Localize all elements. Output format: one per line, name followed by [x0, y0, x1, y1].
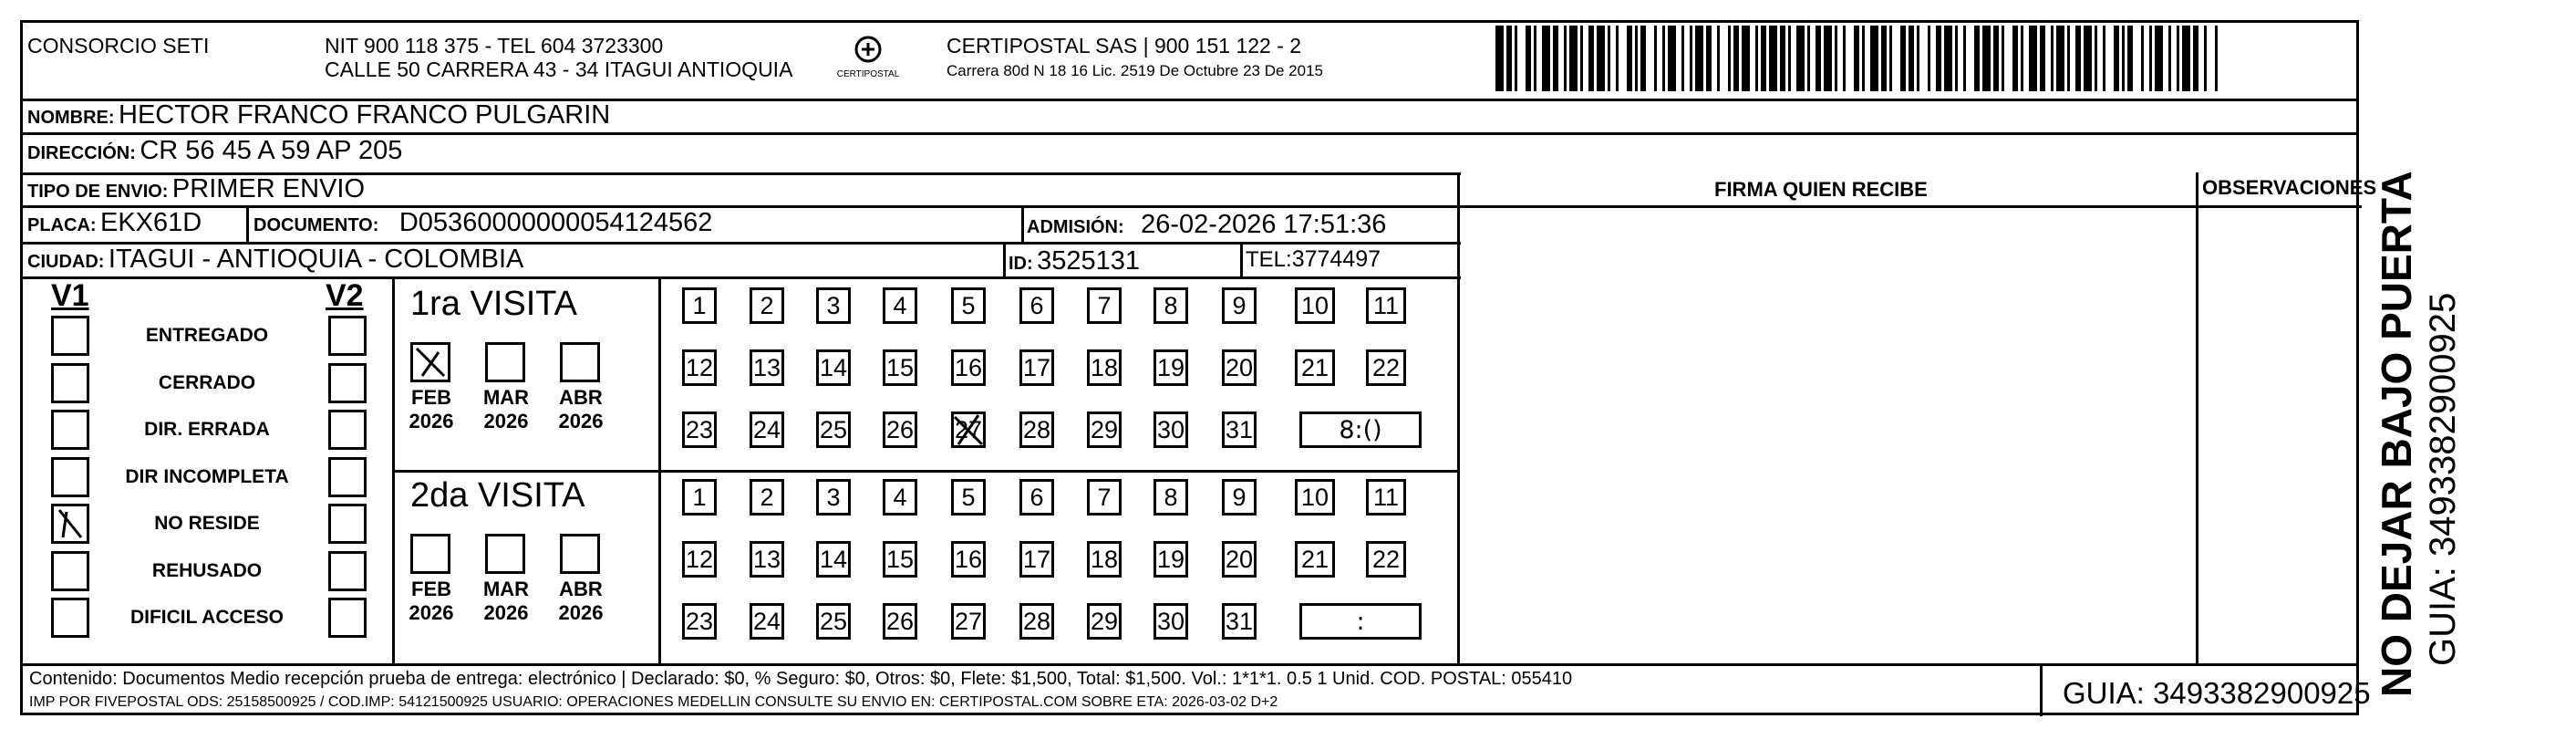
day-box[interactable]: 23	[682, 411, 717, 448]
v2-checkbox[interactable]	[328, 410, 367, 450]
day-box[interactable]: 1	[682, 287, 717, 324]
ciudad-row	[27, 245, 523, 275]
direccion-label: DIRECCIÓN:	[27, 143, 136, 163]
day-box[interactable]: 17	[1019, 541, 1054, 578]
month-label	[549, 386, 613, 433]
month-year: 2026	[483, 601, 529, 624]
v2-checkbox[interactable]	[328, 598, 367, 638]
day-box[interactable]: 5	[951, 287, 986, 324]
documento-value: D05360000000054124562	[398, 208, 713, 237]
nombre-label: NOMBRE:	[27, 108, 115, 128]
ciudad-value: ITAGUI - ANTIOQUIA - COLOMBIA	[108, 245, 524, 274]
direccion-row	[27, 136, 402, 166]
day-box[interactable]: 20	[1222, 349, 1257, 386]
month-label	[474, 386, 538, 433]
day-box[interactable]: 13	[750, 349, 784, 386]
month-year: 2026	[409, 601, 454, 624]
day-box[interactable]: 9	[1222, 479, 1257, 516]
day-box[interactable]: 22	[1366, 349, 1406, 386]
day-box[interactable]: 7	[1087, 287, 1122, 324]
day-box[interactable]: 15	[883, 349, 917, 386]
footer-imp: IMP POR FIVEPOSTAL ODS: 25158500925 / COD.IMP: 54121500925 USUARIO: OPERACIONES MEDELLIN CONSULTE SU ENVIO EN: CERTIPOSTAL.COM SOBRE ETA: 2026-03-02 D+2	[29, 694, 1278, 710]
tipo-row	[27, 174, 365, 204]
day-box[interactable]: 31	[1222, 603, 1257, 640]
id-label: ID:	[1009, 254, 1033, 274]
nombre-row	[27, 100, 610, 130]
month-name: MAR	[482, 578, 530, 600]
day-box[interactable]: 27	[951, 411, 986, 448]
observaciones-header: OBSERVACIONES	[2202, 176, 2377, 199]
license-line: Carrera 80d N 18 16 Lic. 2519 De Octubre 23 De 2015	[947, 62, 1323, 79]
v1-checkbox[interactable]	[51, 363, 89, 403]
admision-row	[1027, 210, 1386, 240]
month-name: ABR	[559, 386, 603, 409]
placa-label: PLACA:	[27, 215, 97, 235]
month-year: 2026	[409, 410, 454, 432]
v2-checkbox[interactable]	[328, 457, 367, 497]
admision-label: ADMISIÓN:	[1027, 217, 1124, 237]
month-checkbox[interactable]	[560, 342, 600, 382]
admision-value: 26-02-2026 17:51:36	[1141, 210, 1387, 239]
second-visit-title: 2da VISITA	[410, 476, 585, 515]
tel-value: 3774497	[1291, 246, 1381, 272]
day-box[interactable]: 6	[1019, 479, 1054, 516]
v1-checkbox[interactable]	[51, 457, 89, 497]
ciudad-label: CIUDAD:	[27, 252, 105, 272]
day-box[interactable]: 23	[682, 603, 717, 640]
v1-checkbox[interactable]	[51, 598, 89, 638]
day-box[interactable]: 13	[750, 541, 784, 578]
day-box[interactable]: 4	[883, 479, 917, 516]
direccion-value: CR 56 45 A 59 AP 205	[140, 136, 403, 165]
address-line: CALLE 50 CARRERA 43 - 34 ITAGUI ANTIOQUIA	[325, 57, 793, 81]
month-year: 2026	[558, 410, 604, 432]
month-name: FEB	[411, 578, 451, 600]
day-box[interactable]: 7	[1087, 479, 1122, 516]
status-label: DIR INCOMPLETA	[125, 465, 289, 487]
day-box[interactable]: 2	[750, 287, 784, 324]
month-checkbox[interactable]	[560, 534, 600, 574]
firma-header: FIRMA QUIEN RECIBE	[1714, 178, 1928, 201]
month-label	[474, 578, 538, 625]
first-visit-title: 1ra VISITA	[410, 285, 578, 323]
tel-label: TEL:	[1246, 247, 1292, 272]
month-checkbox[interactable]	[410, 342, 450, 382]
day-box[interactable]: 1	[682, 479, 717, 516]
day-box[interactable]: 12	[682, 541, 717, 578]
month-label	[399, 386, 463, 433]
v2-checkbox[interactable]	[328, 551, 367, 591]
documento-label: DOCUMENTO:	[253, 215, 379, 235]
day-box[interactable]: 28	[1019, 411, 1054, 448]
day-box[interactable]: 21	[1295, 541, 1335, 578]
day-box[interactable]: 19	[1154, 349, 1188, 386]
day-box[interactable]: 11	[1366, 479, 1406, 516]
status-label: REHUSADO	[151, 559, 263, 581]
day-box[interactable]: 30	[1154, 603, 1188, 640]
day-box[interactable]: 16	[951, 349, 986, 386]
day-box[interactable]: 17	[1019, 349, 1054, 386]
month-label	[549, 578, 613, 625]
nombre-value: HECTOR FRANCO FRANCO PULGARIN	[119, 100, 611, 130]
day-box[interactable]: 22	[1366, 541, 1406, 578]
day-box[interactable]: 11	[1366, 287, 1406, 324]
day-box[interactable]: 5	[951, 479, 986, 516]
day-box[interactable]: 24	[750, 603, 784, 640]
day-box[interactable]: 6	[1019, 287, 1054, 324]
day-box[interactable]: 25	[816, 603, 851, 640]
v1-checkbox[interactable]	[51, 551, 89, 591]
day-box[interactable]: 31	[1222, 411, 1257, 448]
day-box[interactable]: 21	[1295, 349, 1335, 386]
day-box[interactable]: 2	[750, 479, 784, 516]
month-year: 2026	[558, 601, 604, 624]
month-name: MAR	[482, 386, 530, 409]
day-box[interactable]: 15	[883, 541, 917, 578]
day-box[interactable]: 14	[816, 541, 851, 578]
month-name: ABR	[559, 578, 603, 600]
month-name: FEB	[411, 386, 451, 409]
v2-checkbox[interactable]	[328, 504, 367, 544]
day-box[interactable]: 18	[1087, 349, 1122, 386]
day-box[interactable]: 10	[1295, 479, 1335, 516]
day-box[interactable]: 29	[1087, 603, 1122, 640]
day-box[interactable]: 24	[750, 411, 784, 448]
day-box[interactable]: 25	[816, 411, 851, 448]
placa-value: EKX61D	[100, 208, 202, 237]
side-guia: GUIA: 3493382900925	[2423, 292, 2463, 666]
month-checkbox[interactable]	[410, 534, 450, 574]
nit-line: NIT 900 118 375 - TEL 604 3723300	[325, 34, 664, 57]
day-box[interactable]: 12	[682, 349, 717, 386]
certipostal-line: CERTIPOSTAL SAS | 900 151 122 - 2	[947, 34, 1302, 57]
status-label: DIFICIL ACCESO	[129, 607, 284, 628]
month-checkbox[interactable]	[485, 534, 525, 574]
day-box[interactable]: 26	[883, 411, 917, 448]
v1-label: V1	[51, 278, 89, 313]
day-box[interactable]: 4	[883, 287, 917, 324]
v2-checkbox[interactable]	[328, 363, 367, 403]
id-value: 3525131	[1037, 246, 1141, 276]
day-box[interactable]: 8	[1154, 287, 1188, 324]
v2-checkbox[interactable]	[328, 316, 367, 356]
time-box[interactable]: :	[1299, 603, 1422, 640]
day-box[interactable]: 18	[1087, 541, 1122, 578]
tipo-value: PRIMER ENVIO	[171, 174, 366, 203]
day-box[interactable]: 20	[1222, 541, 1257, 578]
svg-text:CERTIPOSTAL: CERTIPOSTAL	[836, 69, 900, 79]
tipo-label: TIPO DE ENVIO:	[27, 182, 169, 202]
status-label: DIR. ERRADA	[144, 419, 270, 440]
placa-row	[27, 208, 202, 238]
status-label: CERRADO	[158, 371, 256, 393]
day-box[interactable]: 3	[816, 479, 851, 516]
day-box[interactable]: 3	[816, 287, 851, 324]
status-label: ENTREGADO	[145, 325, 269, 346]
time-box[interactable]: 8:()	[1299, 411, 1422, 448]
side-text	[2371, 119, 2526, 703]
day-box[interactable]: 10	[1295, 287, 1335, 324]
tel-row	[1246, 246, 1381, 273]
month-checkbox[interactable]	[485, 342, 525, 382]
side-title: NO DEJAR BAJO PUERTA	[2373, 171, 2420, 697]
day-box[interactable]: 27	[951, 603, 986, 640]
day-box[interactable]: 14	[816, 349, 851, 386]
month-label	[399, 578, 463, 625]
footer-guia: GUIA: 3493382900925	[2063, 676, 2371, 710]
v1-checkbox[interactable]	[51, 316, 89, 356]
day-box[interactable]: 16	[951, 541, 986, 578]
day-box[interactable]: 30	[1154, 411, 1188, 448]
status-label: NO RESIDE	[154, 513, 260, 534]
day-box[interactable]: 28	[1019, 603, 1054, 640]
footer-contenido: Contenido: Documentos Medio recepción prueba de entrega: electrónico | Declarado: $0, % Seguro: $0, Otros: $0, Flete: $1,500, Total: $1,500. Vol.: 1*1*1. 0.5 1 Unid. COD. POSTAL: 055410	[29, 669, 1573, 689]
day-box[interactable]: 8	[1154, 479, 1188, 516]
v2-label: V2	[326, 278, 364, 313]
documento-row	[253, 208, 712, 238]
v1-checkbox[interactable]	[51, 504, 89, 544]
id-row	[1009, 246, 1140, 276]
day-box[interactable]: 29	[1087, 411, 1122, 448]
company-name: CONSORCIO SETI	[27, 34, 210, 57]
day-box[interactable]: 26	[883, 603, 917, 640]
day-box[interactable]: 19	[1154, 541, 1188, 578]
v1-checkbox[interactable]	[51, 410, 89, 450]
month-year: 2026	[483, 410, 529, 432]
day-box[interactable]: 9	[1222, 287, 1257, 324]
